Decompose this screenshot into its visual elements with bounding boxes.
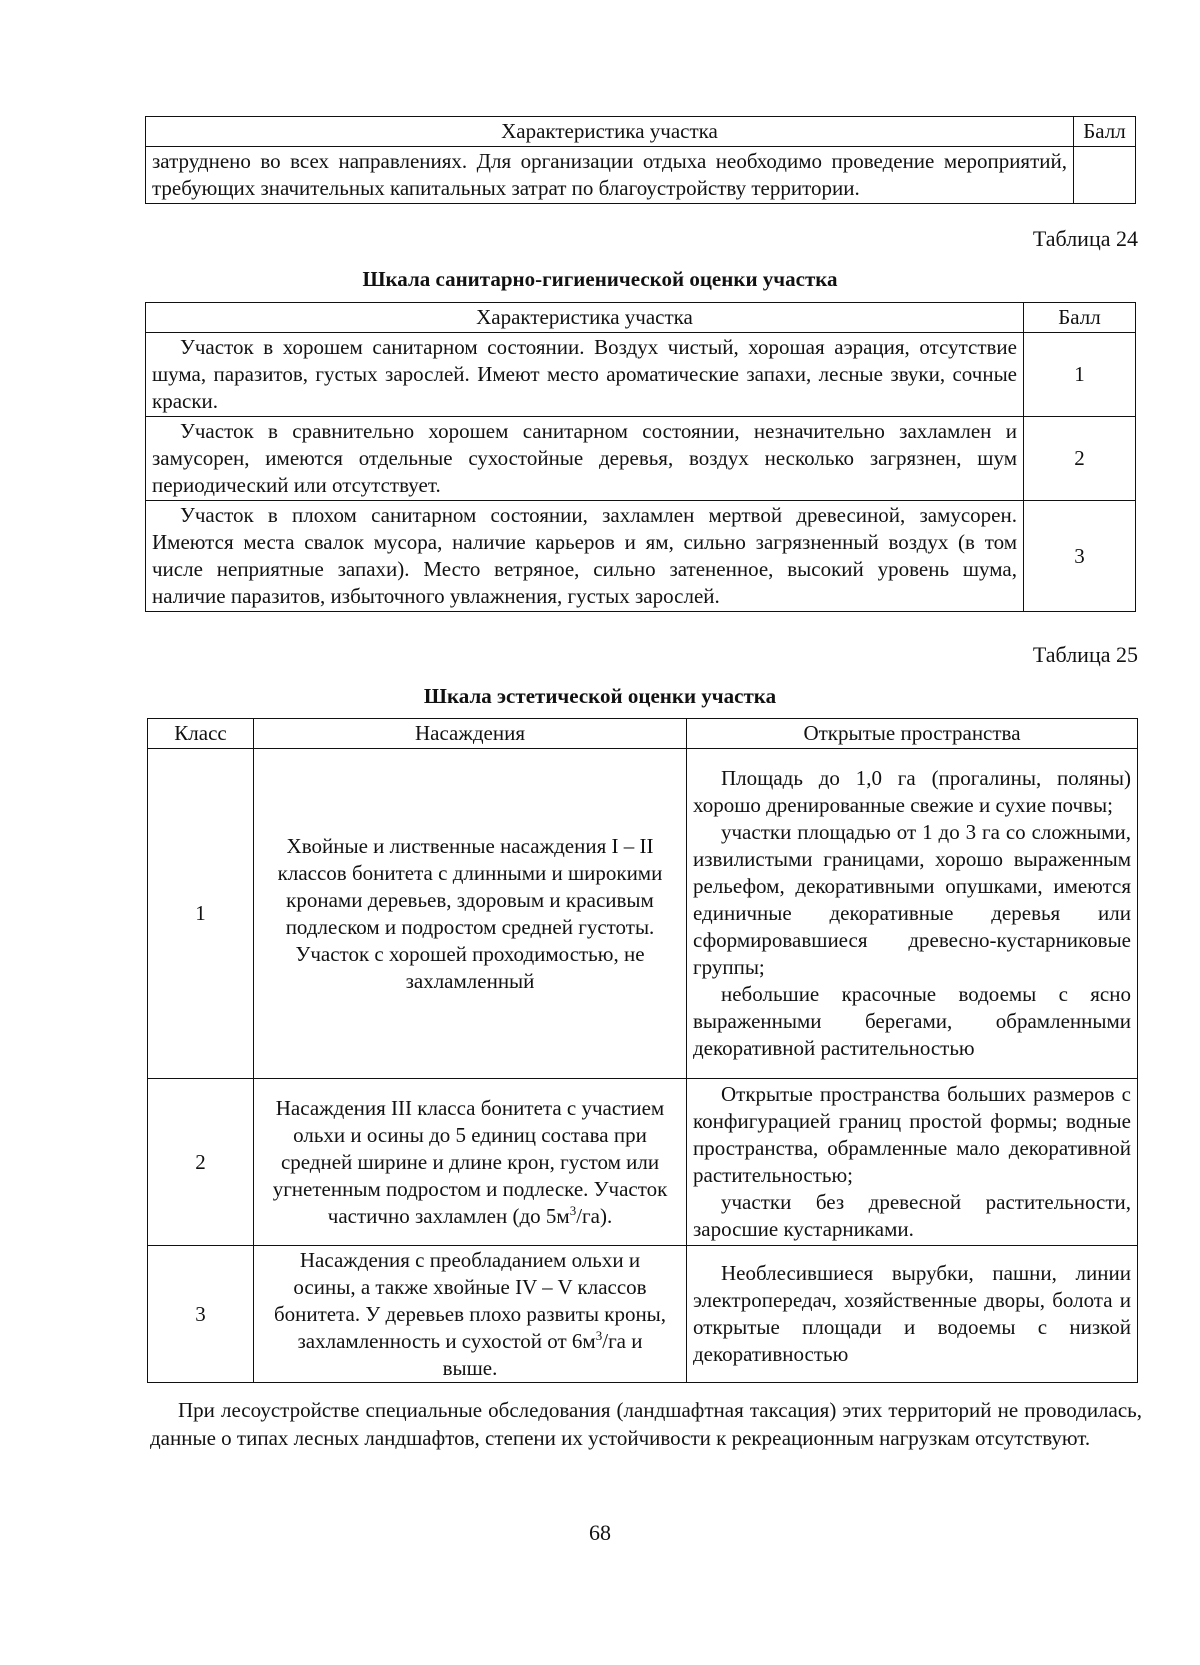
table25-title: Шкала эстетической оценки участка	[423, 684, 777, 708]
open-space-item: участки площадью от 1 до 3 га со сложными, извилистыми границами, хорошо выраженным рельефом, декоративными опушками, имеются единичные декоративные деревья или сформировавшиеся древесно-кустарниковые группы;	[693, 820, 1131, 979]
table-row	[148, 1246, 1138, 1383]
row-open-spaces	[687, 749, 1138, 1079]
continuation-row-score	[1074, 147, 1136, 204]
header-score: Балл	[1024, 303, 1136, 333]
header-class: Класс	[148, 719, 254, 749]
header-stands: Насаждения	[254, 719, 687, 749]
table-row	[148, 749, 1138, 1079]
open-space-item: участки без древесной растительности, заросшие кустарниками.	[693, 1190, 1131, 1241]
header-score: Балл	[1074, 117, 1136, 147]
row-stands	[254, 1079, 687, 1246]
table25-caption: Таблица 25	[1032, 642, 1138, 667]
open-space-item: небольшие красочные водоемы с ясно выраженными берегами, обрамленными декоративной растительностью	[693, 982, 1131, 1060]
stands-superscript: 3	[595, 1327, 603, 1343]
row-class: 1	[148, 749, 254, 1079]
table-row	[146, 333, 1136, 417]
row-score: 2	[1024, 417, 1136, 501]
stands-text: Насаждения III класса бонитета с участием ольхи и осины до 5 единиц состава при средней ширине и длине крон, густом или угнетенным подростом и подлеске. Участок частично захламлен (до 5м	[272, 1095, 668, 1228]
table24-caption: Таблица 24	[1032, 226, 1138, 251]
table-row	[146, 501, 1136, 612]
header-open-spaces: Открытые пространства	[687, 719, 1138, 749]
aesthetic-table	[147, 718, 1138, 1383]
row-text: Участок в сравнительно хорошем санитарном состоянии, незначительно захламлен и замусорен, имеются отдельные сухостойные деревья, воздух несколько загрязнен, шум периодический или отсутствует.	[152, 419, 1017, 497]
continuation-table	[145, 116, 1136, 204]
open-space-item: Открытые пространства больших размеров с конфигурацией границ простой формы; водные пространства, обрамленные мало декоративной растительностью;	[693, 1082, 1131, 1187]
row-class: 3	[148, 1246, 254, 1383]
page-number: 68	[589, 1520, 611, 1545]
body-paragraph: При лесоустройстве специальные обследования (ландшафтная таксация) этих территорий не проводилась, данные о типах лесных ландшафтов, степени их устойчивости к рекреационным нагрузкам отсутствуют.	[150, 1398, 1142, 1450]
row-score: 1	[1024, 333, 1136, 417]
row-text: Участок в плохом санитарном состоянии, захламлен мертвой древесиной, замусорен. Имеются места свалок мусора, наличие карьеров и ям, сильно загрязненный воздух (в том числе неприятные запахи). Место ветряное, сильно затененное, высокий уровень шума, наличие паразитов, избыточного увлажнения, густых зарослей.	[152, 503, 1017, 608]
header-characteristic: Характеристика участка	[146, 303, 1024, 333]
row-stands: Хвойные и лиственные насаждения I – II классов бонитета с длинными и широкими кронами деревьев, здоровым и красивым подлеском и подростом средней густоты. Участок с хорошей проходимостью, не захламленный	[254, 749, 687, 1079]
continuation-row-text: затруднено во всех направлениях. Для организации отдыха необходимо проведение мероприятий, требующих значительных капитальных затрат по благоустройству территории.	[146, 147, 1074, 204]
open-space-item: Необлесившиеся вырубки, пашни, линии электропередач, хозяйственные дворы, болота и открытые площади и водоемы с низкой декоративностью	[693, 1261, 1131, 1366]
stands-text-end: /га и выше.	[442, 1328, 643, 1380]
row-stands	[254, 1246, 687, 1383]
row-text: Участок в хорошем санитарном состоянии. Воздух чистый, хорошая аэрация, отсутствие шума, паразитов, густых зарослей. Имеют место ароматические запахи, лесные звуки, сочные краски.	[152, 335, 1017, 413]
stands-superscript: 3	[569, 1202, 577, 1218]
stands-text-end: /га).	[576, 1203, 613, 1228]
row-open-spaces	[687, 1246, 1138, 1383]
row-class: 2	[148, 1079, 254, 1246]
row-score: 3	[1024, 501, 1136, 612]
stands-text: Насаждения с преобладанием ольхи и осины, а также хвойные IV – V классов бонитета. У деревьев плохо развиты кроны, захламленность и сухостой от 6м	[273, 1247, 667, 1353]
row-open-spaces	[687, 1079, 1138, 1246]
open-space-item: Площадь до 1,0 га (прогалины, поляны) хорошо дренированные свежие и сухие почвы;	[693, 766, 1131, 817]
table-row	[148, 1079, 1138, 1246]
header-characteristic: Характеристика участка	[146, 117, 1074, 147]
table24-title: Шкала санитарно-гигиенической оценки участка	[362, 267, 838, 291]
sanitary-table	[145, 302, 1136, 612]
table-row	[146, 417, 1136, 501]
